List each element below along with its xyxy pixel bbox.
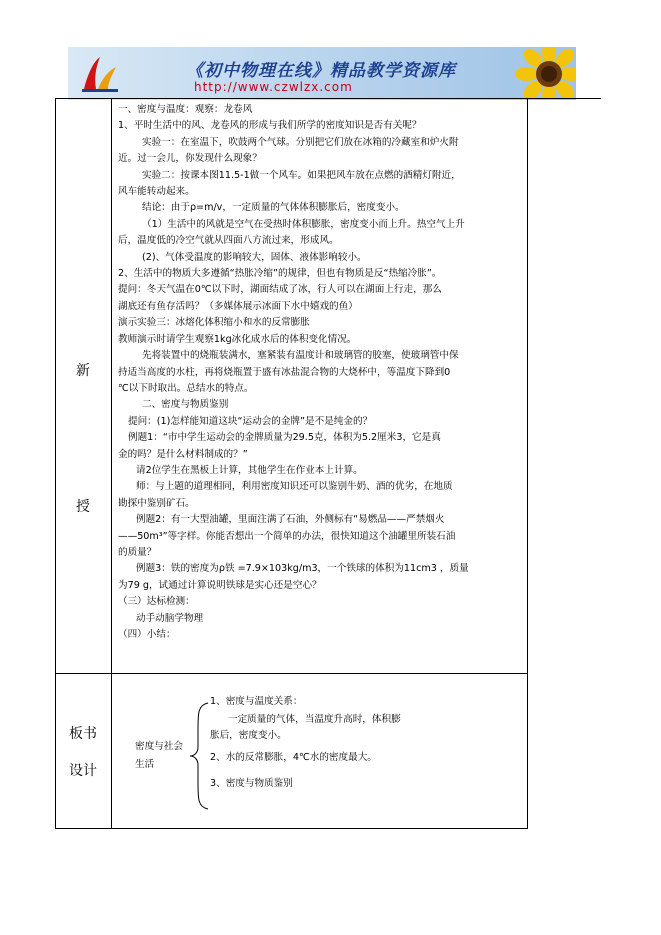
header-banner — [68, 47, 576, 100]
line-12: 提问：冬天气温在0℃以下时，湖面结成了冰，行人可以在湖面上行走，那么 — [118, 284, 442, 296]
line-19: 二、密度与物质鉴别 — [142, 399, 229, 411]
line-24: 师：与上题的道理相同，利用密度知识还可以鉴别牛奶、酒的优劣，在地质 — [136, 481, 453, 493]
label-board-1: 板书 — [69, 726, 97, 742]
line-18: ℃以下时取出。总结水的特点。 — [118, 382, 254, 394]
line-23: 请2位学生在黑板上计算，其他学生在作业本上计算。 — [136, 464, 363, 476]
line-27: ——50m³”等字样。你能否想出一个简单的办法，很快知道这个油罐里所装石油 — [118, 530, 456, 542]
label-board-2: 设计 — [69, 763, 97, 779]
label-new-2: 授 — [76, 499, 90, 515]
board-point-1a: 一定质量的气体，当温度升高时，体积膨 — [228, 714, 401, 725]
board-point-1b: 胀后，密度变小。 — [210, 730, 287, 741]
line-21: 例题1：“市中学生运动会的金牌质量为29.5克，体积为5.2厘米3，它是真 — [128, 432, 441, 444]
line-32: 动手动脑学物理 — [136, 612, 204, 624]
line-28: 的质量？ — [118, 546, 157, 558]
line-22: 金的吗？是什么材料制成的？” — [118, 448, 248, 460]
line-25: 勘探中鉴别矿石。 — [118, 497, 195, 509]
line-9: 后，温度低的冷空气就从四面八方流过来，形成风。 — [118, 235, 339, 247]
line-10: (2)、气体受温度的影响较大，固体、液体影响较小。 — [142, 251, 367, 263]
line-20: 提问：(1)怎样能知道这块“运动会的金牌”是不是纯金的？ — [128, 415, 373, 427]
board-point-3: 3、密度与物质鉴别 — [210, 778, 293, 789]
line-2: 1、平时生活中的风、龙卷风的形成与我们所学的密度知识是否有关呢？ — [118, 120, 422, 132]
line-5: 实验二：按课本图11.5-1做一个风车。如果把风车放在点燃的酒精灯附近， — [142, 169, 461, 181]
line-3: 实验一：在室温下，吹鼓两个气球。分别把它们放在冰箱的冷藏室和炉火附 — [142, 136, 459, 148]
line-4: 近。过一会儿，你发现什么现象？ — [118, 153, 262, 165]
lesson-content — [118, 102, 522, 643]
logo-icon — [78, 53, 122, 95]
table-row-divider — [55, 673, 528, 674]
line-33: （四）小结： — [118, 629, 176, 640]
line-14: 演示实验三：冰熔化体积缩小和水的反常膨胀 — [118, 317, 310, 329]
header-title: 《初中物理在线》精品教学资源库 — [186, 61, 456, 81]
board-point-1: 1、密度与温度关系： — [210, 696, 303, 707]
line-16: 先将装置中的烧瓶装满水，塞紧装有温度计和玻璃管的胶塞，使玻璃管中保 — [142, 350, 459, 362]
line-13: 湖底还有鱼存活吗？（多媒体展示冰面下水中嬉戏的鱼） — [118, 300, 358, 312]
line-30: 为79 g，试通过计算说明铁球是实心还是空心？ — [118, 579, 322, 591]
line-8: （1）生活中的风就是空气在受热时体积膨胀，密度变小而上升。热空气上升 — [142, 218, 465, 230]
sunflower-icon — [514, 47, 576, 100]
line-11: 2、生活中的物质大多遵循“热胀冷缩”的规律，但也有物质是反“热缩冷胀”。 — [118, 268, 442, 280]
line-31: （三）达标检测： — [118, 596, 195, 608]
line-6: 风车能转动起来。 — [118, 186, 195, 198]
line-29: 例题3：铁的密度为ρ铁 =7.9×103kg/m3，一个铁球的体积为11cm3 ，质量 — [136, 563, 469, 575]
header-url[interactable]: http://www.czwlzx.com — [194, 80, 353, 94]
line-26: 例题2：有一大型油罐，里面注满了石油，外侧标有“易燃品——严禁烟火 — [136, 514, 445, 526]
line-15: 教师演示时请学生观察1kg冰化成水后的体积变化情况。 — [118, 333, 357, 345]
label-new-1: 新 — [76, 363, 90, 379]
line-1: 一、密度与温度：观察：龙卷风 — [118, 104, 253, 115]
line-7: 结论：由于ρ=m/v，一定质量的气体体积膨胀后，密度变小。 — [142, 202, 405, 214]
board-point-2: 2、水的反常膨胀，4℃水的密度最大。 — [210, 752, 377, 763]
board-topic-2: 生活 — [135, 759, 155, 770]
brace-icon — [188, 701, 210, 811]
board-topic-1: 密度与社会 — [135, 741, 183, 752]
table-column-divider — [111, 98, 112, 829]
line-17: 持适当高度的水柱，再将烧瓶置于盛有冰盐混合物的大烧杯中，等温度下降到0 — [118, 366, 451, 378]
